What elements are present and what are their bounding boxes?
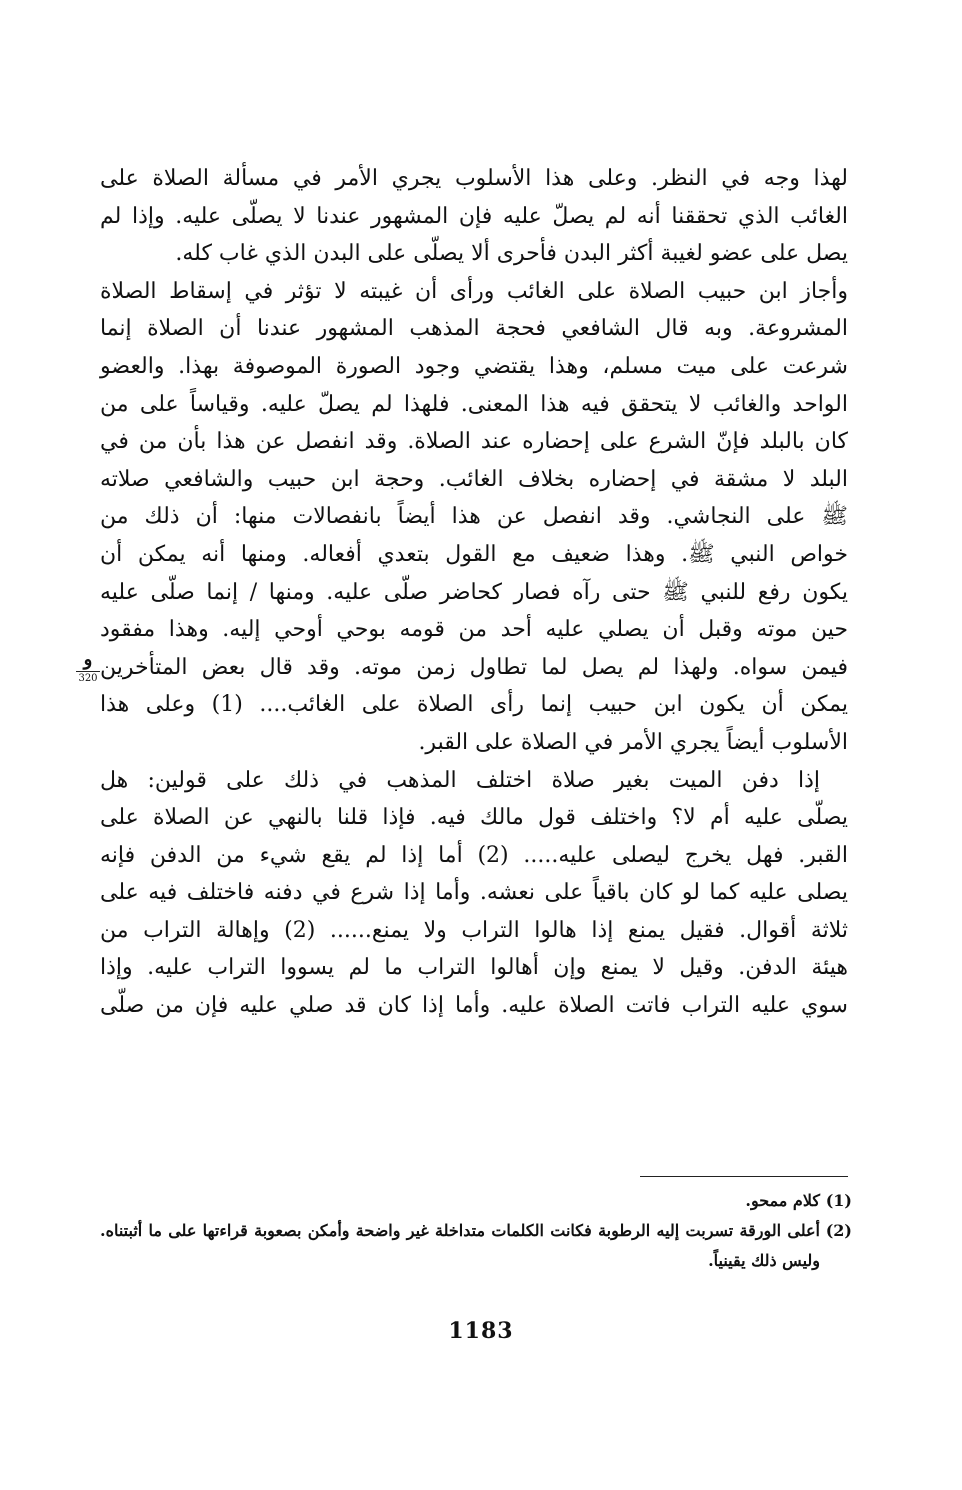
text-line: يصلى عليه كما لو كان باقياً على نعشه. وأما إذا شرع في دفنه فاختلف فيه على [100,880,848,906]
footnotes [100,1186,852,1276]
page-number: 1183 [448,1318,514,1344]
text-line: يصلّى عليه أم لا؟ واختلف قول مالك فيه. فإذا قلنا بالنهي عن الصلاة على [100,805,848,831]
text-line: هيئة الدفن. وقيل لا يمنع وإن أهالوا التراب ما لم يسووا التراب عليه. وإذا [100,955,848,981]
text-line: يمكن أن يكون ابن حبيب إنما رأى الصلاة على الغائب.... (1) وعلى هذا [100,692,848,718]
footnote-2 [100,1216,852,1276]
footnote-number: (1) [825,1191,852,1210]
folio-letter: و [83,649,93,670]
text-line: فيمن سواه. ولهذا لم يصل لما تطاول زمن موته. وقد قال بعض المتأخرين [100,654,848,680]
text-line: الأسلوب أيضاً يجري الأمر في الصلاة على القبر. [418,729,848,755]
text-line: القبر. فهل يخرج ليصلى عليه..... (2) أما إذا لم يقع شيء من الدفن فإنه [100,842,848,868]
text-line: المشروعة. وبه قال الشافعي فحجة المذهب المشهور عندنا أن الصلاة إنما [100,316,848,342]
text-line: إذا دفن الميت بغير صلاة اختلف المذهب في ذلك على قولين: هل [100,767,820,793]
text-line: لهذا وجه في النظر. وعلى هذا الأسلوب يجري الأمر في مسألة الصلاة على [100,166,848,191]
manuscript-folio-marker [76,648,100,685]
text-line: الواحد والغائب لا يتحقق فيه هذا المعنى. فلهذا لم يصلّ عليه. وقياساً على من [100,391,848,417]
text-line: وأجاز ابن حبيب الصلاة على الغائب ورأى أن غيبته لا تؤثر في إسقاط الصلاة [100,278,848,304]
text-line: ﷺ على النجاشي. وقد انفصل عن هذا أيضاً بانفصالات منها: أن ذلك من [100,504,848,530]
text-line: خواص النبي ﷺ. وهذا ضعيف مع القول بتعدي أفعاله. ومنها أنه يمكن أن [100,541,848,567]
footnote-1 [100,1186,852,1216]
text-line: حين موته وقبل أن يصلي عليه أحد من قومه بوحي أوحي إليه. وهذا مفقود [100,617,848,643]
text-line: شرعت على ميت مسلم، وهذا يقتضي وجود الصورة الموصوفة بهذا. والعضو [100,353,848,379]
text-line: يكون رفع للنبي ﷺ حتى رآه فصار كحاضر صلّى عليه. ومنها / إنما صلّى عليه [100,579,848,605]
footnote-text: أعلى الورقة تسربت إليه الرطوبة فكانت الكلمات متداخلة غير واضحة وأمكن بصعوبة قراءتها على ما أثبتناه. وليس ذلك يقينياً. [100,1221,820,1270]
footnote-divider [640,1176,848,1177]
text-line: البلد لا مشقة في إحضاره بخلاف الغائب. وحجة ابن حبيب والشافعي صلاته [100,466,848,492]
footnote-text: كلام ممحو. [745,1191,820,1210]
footnote-number: (2) [825,1221,852,1240]
text-line: سوي عليه التراب فاتت الصلاة عليه. وأما إذا كان قد صلي عليه فإن من صلّى [100,993,848,1019]
main-text [100,160,848,1025]
text-line: كان بالبلد فإنّ الشرع على إحضاره عند الصلاة. وقد انفصل عن هذا بأن من في [100,429,848,455]
folio-number: 320 [76,671,100,685]
text-line: الغائب الذي تحققنا أنه لم يصلّ عليه فإن المشهور عندنا لا يصلّى عليه. وإذا لم [100,203,848,229]
text-line: يصل على عضو لغيبة أكثر البدن فأحرى ألا يصلّى على البدن الذي غاب كله. [175,241,848,267]
text-line: ثلاثة أقوال. فقيل يمنع إذا هالوا التراب ولا يمنع...... (2) وإهالة التراب من [100,917,848,943]
